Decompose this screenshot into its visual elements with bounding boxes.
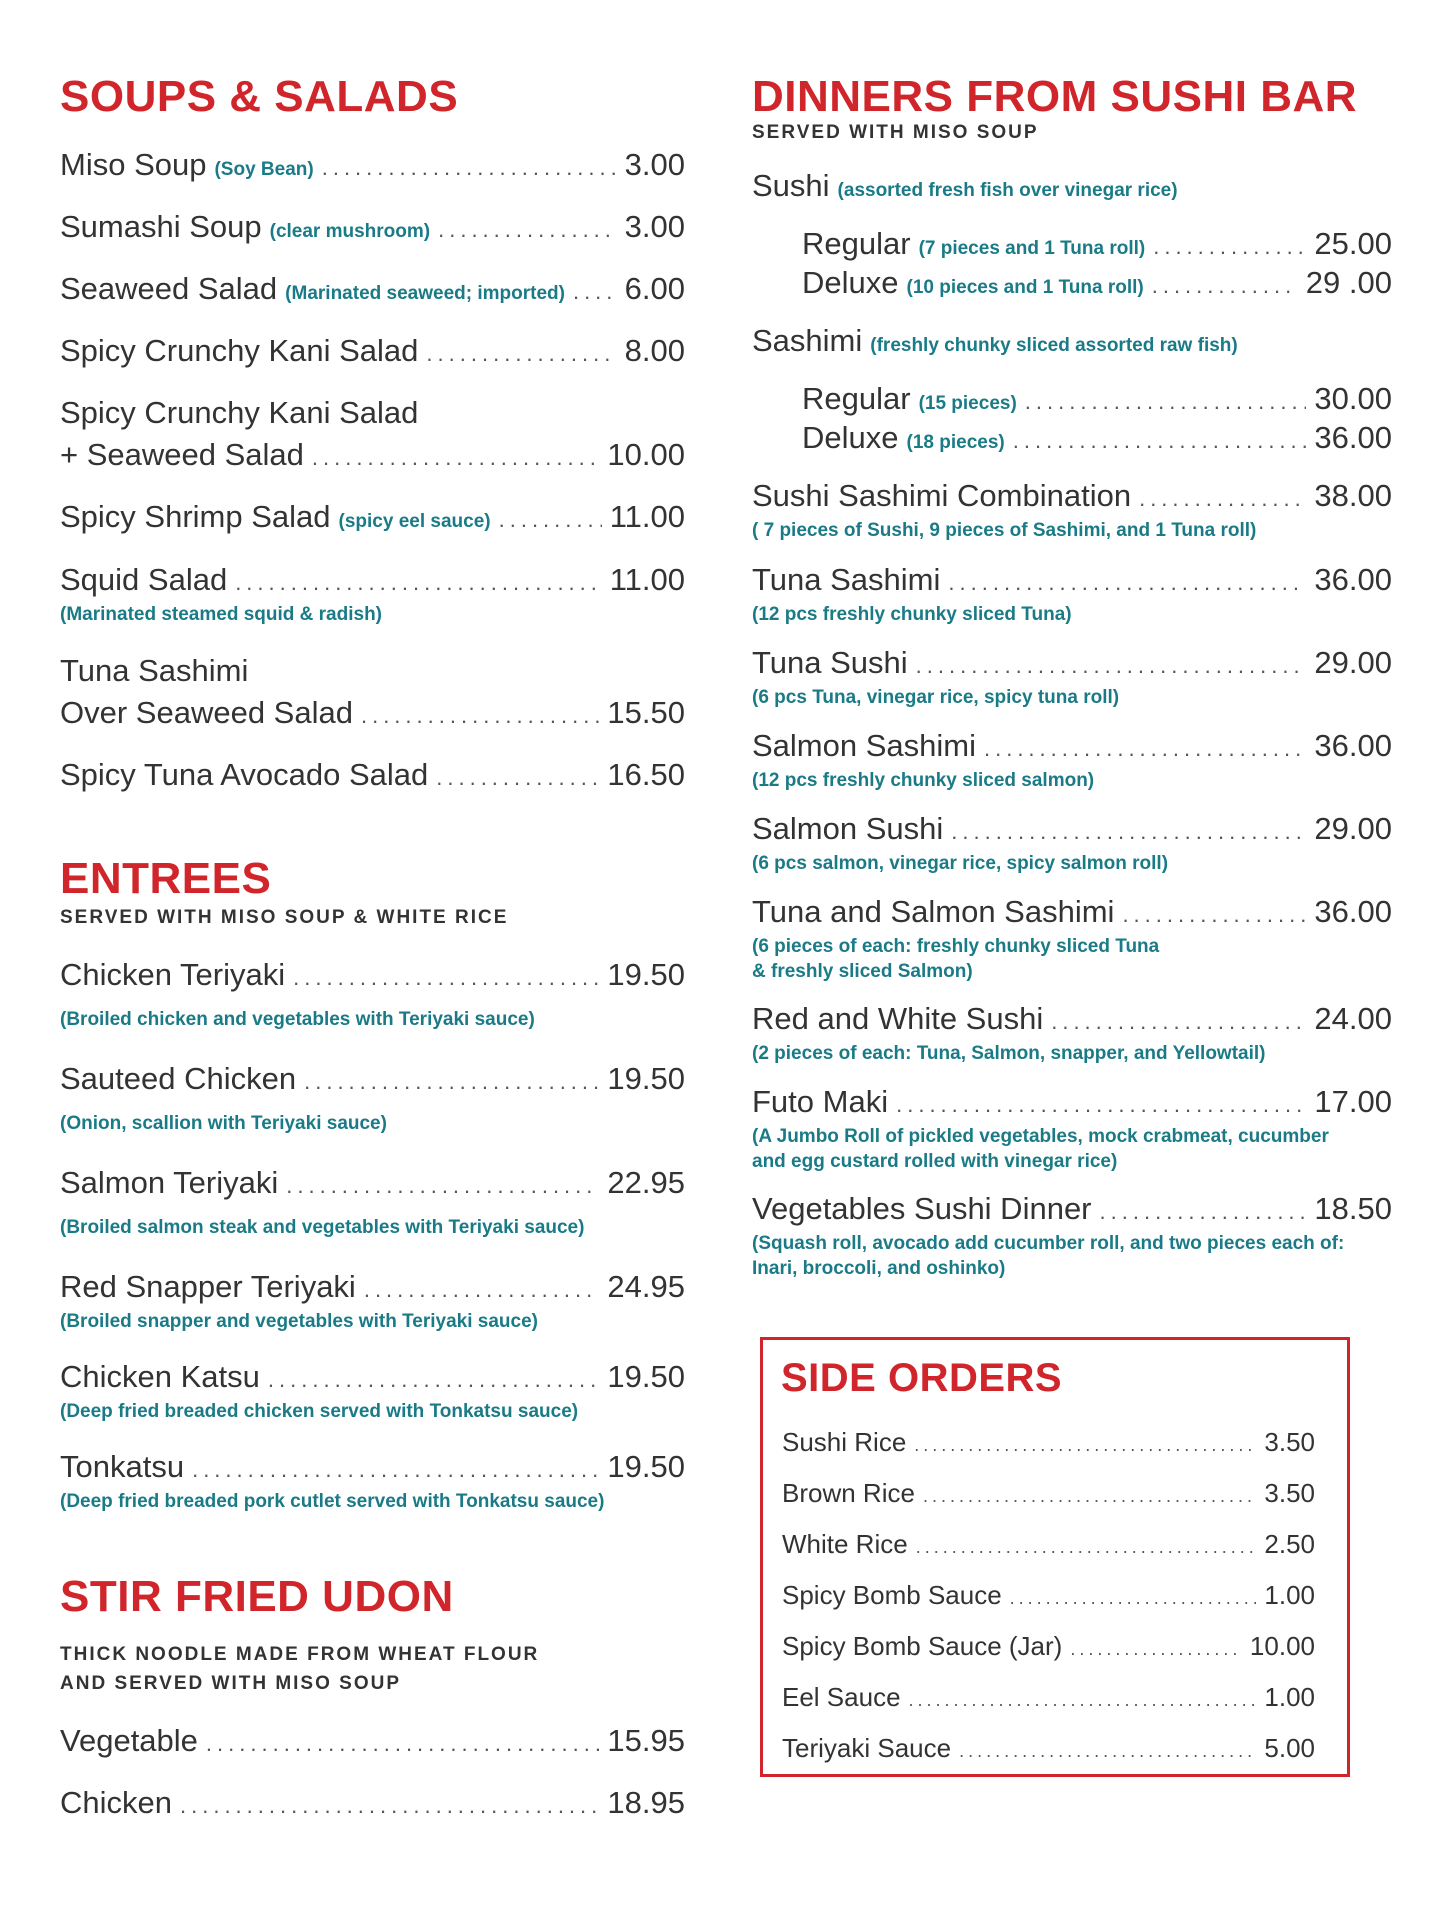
menu-item-option: Regular (7 pieces and 1 Tuna roll) ..... 25.00 xyxy=(802,225,1392,268)
menu-item: Vegetable ..... 15.95 xyxy=(60,1722,685,1763)
side-order-item: Teriyaki Sauce ..... 5.00 xyxy=(782,1729,1315,1770)
item-description: ( 7 pieces of Sushi, 9 pieces of Sashimi, and 1 Tuna roll) xyxy=(752,520,1257,541)
item-price: 19.50 xyxy=(607,1449,685,1484)
item-price: 5.00 xyxy=(1264,1733,1315,1763)
item-description: (Deep fried breaded pork cutlet served with Tonkatsu sauce) xyxy=(60,1491,605,1512)
item-description: (2 pieces of each: Tuna, Salmon, snapper, and Yellowtail) xyxy=(752,1043,1266,1064)
item-description: (6 pcs salmon, vinegar rice, spicy salmon roll) xyxy=(752,853,1169,874)
item-price: 3.50 xyxy=(1264,1478,1315,1508)
item-price: 16.50 xyxy=(607,757,685,792)
item-price: 24.00 xyxy=(1314,1001,1392,1036)
menu-item: Tonkatsu ..... 19.50 (Deep fried breaded pork cutlet served with Tonkatsu sauce) xyxy=(60,1448,685,1514)
item-price: 29 .00 xyxy=(1305,265,1392,300)
item-description: (Deep fried breaded chicken served with Tonkatsu sauce) xyxy=(60,1401,579,1422)
menu-item: Vegetables Sushi Dinner ..... 18.50 (Squash roll, avocado add cucumber roll, and two pieces each of: Inari, broccoli, and oshinko) xyxy=(752,1190,1406,1281)
menu-item: Squid Salad ..... 11.00 (Marinated steamed squid & radish) xyxy=(60,561,685,627)
item-description: (Broiled snapper and vegetables with Teriyaki sauce) xyxy=(60,1311,538,1332)
item-price: 10.00 xyxy=(607,437,685,472)
side-order-item: Spicy Bomb Sauce ..... 1.00 xyxy=(782,1576,1315,1617)
menu-item: Sauteed Chicken ..... 19.50 (Onion, scallion with Teriyaki sauce) xyxy=(60,1060,685,1136)
item-description: (Squash roll, avocado add cucumber roll, and two pieces each of: Inari, broccoli, and oshinko) xyxy=(752,1233,1345,1279)
menu-item: Tuna Sashimi Over Seaweed Salad ..... 15.50 xyxy=(60,652,685,735)
menu-item: Sumashi Soup (clear mushroom) ..... 3.00 xyxy=(60,208,685,251)
item-price: 38.00 xyxy=(1314,478,1392,513)
item-price: 36.00 xyxy=(1314,420,1392,455)
item-price: 19.50 xyxy=(607,957,685,992)
item-price: 24.95 xyxy=(607,1269,685,1304)
side-order-item: Eel Sauce ..... 1.00 xyxy=(782,1678,1315,1719)
item-price: 15.95 xyxy=(607,1723,685,1758)
menu-item: Salmon Sushi ..... 29.00 (6 pcs salmon, vinegar rice, spicy salmon roll) xyxy=(752,810,1392,876)
item-price: 17.00 xyxy=(1314,1084,1392,1119)
menu-item: Chicken ..... 18.95 xyxy=(60,1784,685,1825)
section-subtitle-sushi-bar: SERVED WITH MISO SOUP xyxy=(752,122,1039,143)
side-order-item: Sushi Rice ..... 3.50 xyxy=(782,1423,1315,1464)
menu-item: Salmon Teriyaki ..... 22.95 (Broiled salmon steak and vegetables with Teriyaki sauce) xyxy=(60,1164,685,1240)
side-order-item: White Rice ..... 2.50 xyxy=(782,1525,1315,1566)
menu-item-sashimi: Sashimi (freshly chunky sliced assorted raw fish) xyxy=(752,323,1238,358)
menu-item: Spicy Shrimp Salad (spicy eel sauce) ..... 11.00 xyxy=(60,498,685,541)
item-price: 29.00 xyxy=(1314,645,1392,680)
menu-item: Tuna Sashimi ..... 36.00 (12 pcs freshly chunky sliced Tuna) xyxy=(752,561,1392,627)
side-orders-box xyxy=(760,1337,1350,1777)
menu-item: Tuna and Salmon Sashimi ..... 36.00 (6 pieces of each: freshly chunky sliced Tuna & freshly sliced Salmon) xyxy=(752,893,1392,984)
section-subtitle-udon: THICK NOODLE MADE FROM WHEAT FLOUR AND SERVED WITH MISO SOUP xyxy=(60,1644,540,1694)
side-order-item: Spicy Bomb Sauce (Jar) ..... 10.00 xyxy=(782,1627,1315,1668)
item-description: (Broiled chicken and vegetables with Teriyaki sauce) xyxy=(60,1009,535,1030)
item-description: (6 pieces of each: freshly chunky sliced Tuna & freshly sliced Salmon) xyxy=(752,936,1160,982)
menu-item: Spicy Tuna Avocado Salad ..... 16.50 xyxy=(60,756,685,797)
menu-item: Red Snapper Teriyaki ..... 24.95 (Broiled snapper and vegetables with Teriyaki sauce) xyxy=(60,1268,685,1334)
item-price: 36.00 xyxy=(1314,894,1392,929)
item-price: 29.00 xyxy=(1314,811,1392,846)
item-description: (Broiled salmon steak and vegetables with Teriyaki sauce) xyxy=(60,1217,585,1238)
item-price: 19.50 xyxy=(607,1061,685,1096)
menu-item-sushi: Sushi (assorted fresh fish over vinegar rice) xyxy=(752,168,1178,203)
item-price: 18.50 xyxy=(1314,1191,1392,1226)
section-title-soups-salads: SOUPS & SALADS xyxy=(60,72,459,121)
menu-item: Seaweed Salad (Marinated seaweed; imported) ..... 6.00 xyxy=(60,270,685,313)
menu-item: Red and White Sushi ..... 24.00 (2 pieces of each: Tuna, Salmon, snapper, and Yellowtail) xyxy=(752,1000,1392,1066)
menu-item: Tuna Sushi ..... 29.00 (6 pcs Tuna, vinegar rice, spicy tuna roll) xyxy=(752,644,1392,710)
item-description: (Onion, scallion with Teriyaki sauce) xyxy=(60,1113,387,1134)
item-price: 15.50 xyxy=(607,695,685,730)
item-price: 25.00 xyxy=(1314,226,1392,261)
section-subtitle-entrees: SERVED WITH MISO SOUP & WHITE RICE xyxy=(60,907,509,928)
item-price: 3.00 xyxy=(624,147,685,182)
item-price: 30.00 xyxy=(1314,381,1392,416)
item-price: 36.00 xyxy=(1314,728,1392,763)
item-description: (12 pcs freshly chunky sliced Tuna) xyxy=(752,604,1072,625)
menu-item-option: Regular (15 pieces) ..... 30.00 xyxy=(802,380,1392,423)
item-price: 8.00 xyxy=(624,333,685,368)
section-title-udon: STIR FRIED UDON xyxy=(60,1572,454,1621)
item-price: 11.00 xyxy=(609,499,685,534)
item-price: 3.00 xyxy=(624,209,685,244)
item-price: 11.00 xyxy=(609,562,685,597)
item-price: 3.50 xyxy=(1264,1427,1315,1457)
menu-item: Salmon Sashimi ..... 36.00 (12 pcs freshly chunky sliced salmon) xyxy=(752,727,1392,793)
item-price: 1.00 xyxy=(1264,1580,1315,1610)
item-description: (A Jumbo Roll of pickled vegetables, mock crabmeat, cucumber and egg custard rolled with vinegar rice) xyxy=(752,1126,1329,1172)
item-price: 10.00 xyxy=(1249,1631,1315,1661)
menu-item: Spicy Crunchy Kani Salad ..... 8.00 xyxy=(60,332,685,373)
item-price: 2.50 xyxy=(1264,1529,1315,1559)
menu-item: Chicken Teriyaki ..... 19.50 (Broiled chicken and vegetables with Teriyaki sauce) xyxy=(60,956,685,1032)
item-price: 19.50 xyxy=(607,1359,685,1394)
menu-item-option: Deluxe (10 pieces and 1 Tuna roll) ..... 29 .00 xyxy=(802,264,1392,307)
item-description: (Marinated steamed squid & radish) xyxy=(60,604,383,625)
menu-item: Spicy Crunchy Kani Salad + Seaweed Salad ..... 10.00 xyxy=(60,394,685,477)
item-price: 18.95 xyxy=(607,1785,685,1820)
menu-item-option: Deluxe (18 pieces) ..... 36.00 xyxy=(802,419,1392,462)
menu-item: Chicken Katsu ..... 19.50 (Deep fried breaded chicken served with Tonkatsu sauce) xyxy=(60,1358,685,1424)
menu-item: Miso Soup (Soy Bean) ..... 3.00 xyxy=(60,146,685,189)
item-description: (6 pcs Tuna, vinegar rice, spicy tuna roll) xyxy=(752,687,1120,708)
section-title-entrees: ENTREES xyxy=(60,854,272,903)
menu-item: Futo Maki ..... 17.00 (A Jumbo Roll of pickled vegetables, mock crabmeat, cucumber and egg custard rolled with vinegar rice) xyxy=(752,1083,1392,1174)
side-order-item: Brown Rice ..... 3.50 xyxy=(782,1474,1315,1515)
section-title-sushi-bar: DINNERS FROM SUSHI BAR xyxy=(752,72,1358,121)
item-price: 36.00 xyxy=(1314,562,1392,597)
item-price: 1.00 xyxy=(1264,1682,1315,1712)
section-title-side-orders: SIDE ORDERS xyxy=(781,1356,1063,1400)
menu-item: Sushi Sashimi Combination ..... 38.00 ( 7 pieces of Sushi, 9 pieces of Sashimi, and 1 Tuna roll) xyxy=(752,477,1392,543)
item-description: (12 pcs freshly chunky sliced salmon) xyxy=(752,770,1095,791)
item-price: 6.00 xyxy=(624,271,685,306)
item-price: 22.95 xyxy=(607,1165,685,1200)
